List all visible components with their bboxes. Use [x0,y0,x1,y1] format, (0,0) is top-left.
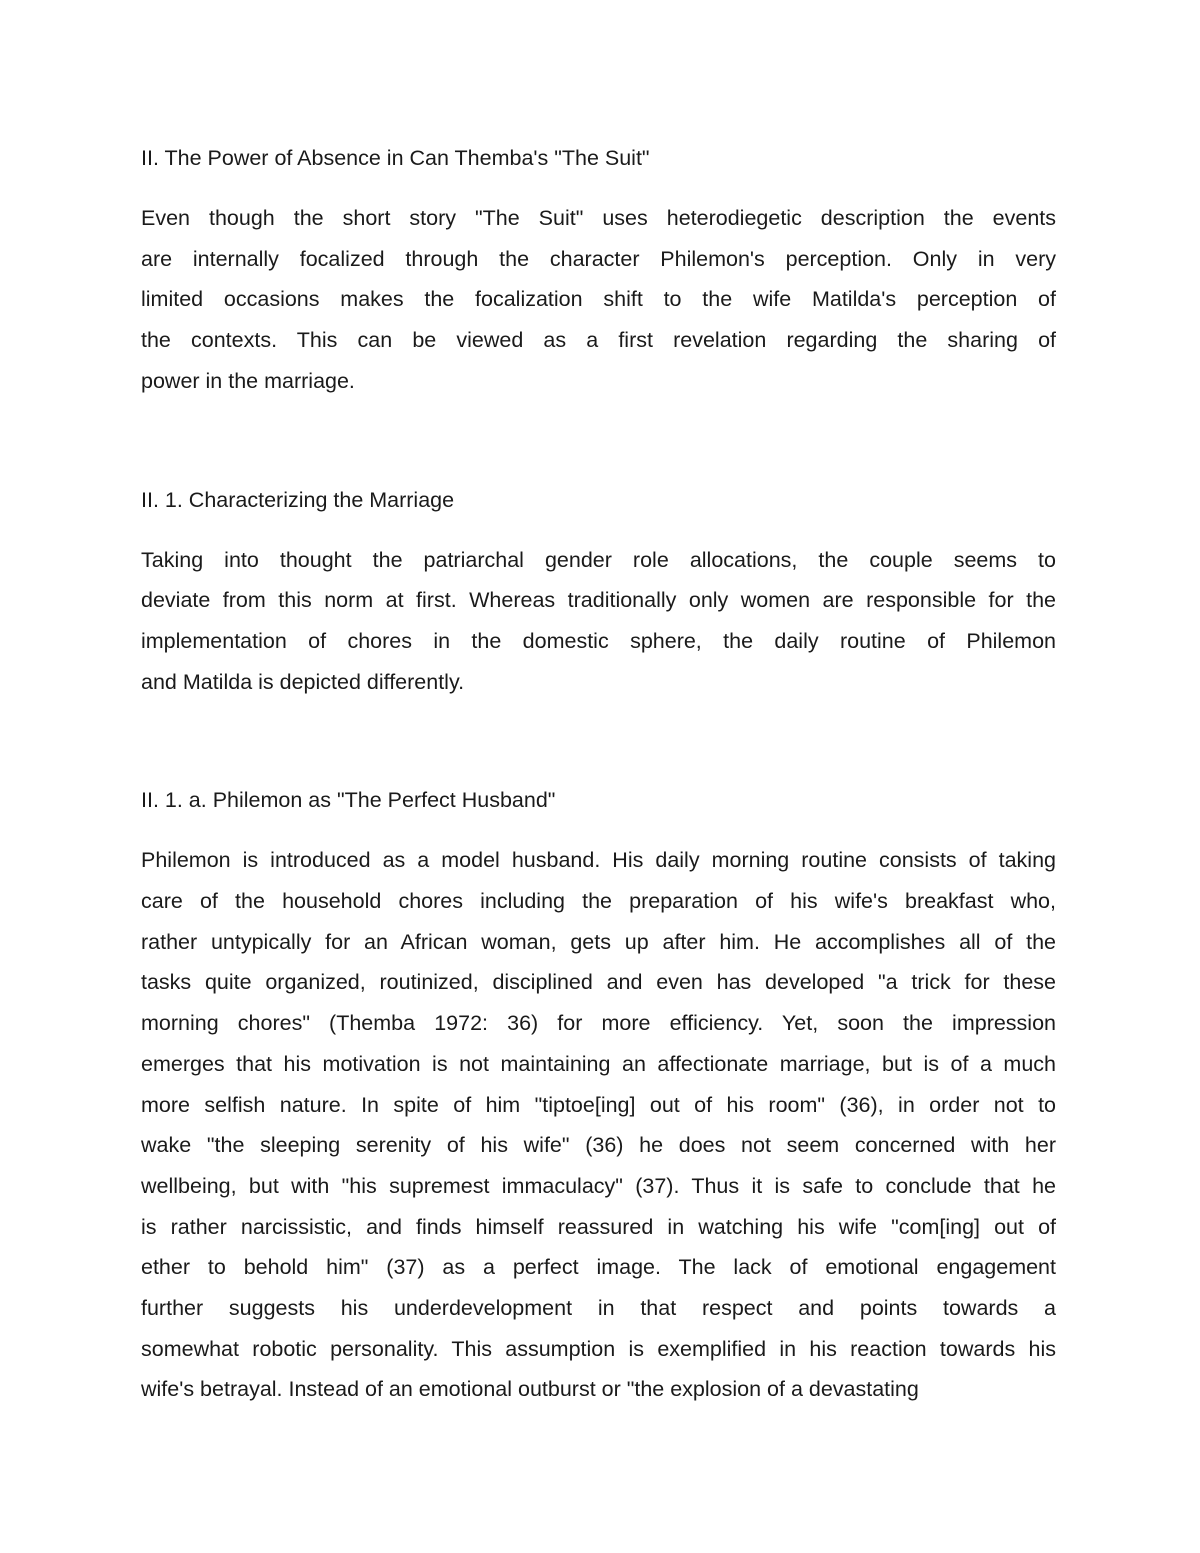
section-heading-perfect-husband: II. 1. a. Philemon as "The Perfect Husband" [141,788,556,813]
paragraph-line: emerges that his motivation is not maintaining an affectionate marriage, but is of a much [141,1051,1056,1076]
paragraph-line: deviate from this norm at first. Whereas traditionally only women are responsible for the [141,588,1056,613]
paragraph-line: are internally focalized through the character Philemon's perception. Only in very [141,246,1056,271]
paragraph-philemon [141,840,1056,1410]
paragraph-line: the contexts. This can be viewed as a first revelation regarding the sharing of [141,328,1056,353]
paragraph-line: ether to behold him" (37) as a perfect image. The lack of emotional engagement [141,1255,1056,1280]
paragraph-line: rather untypically for an African woman, gets up after him. He accomplishes all of the [141,929,1056,954]
paragraph-line: limited occasions makes the focalization shift to the wife Matilda's perception of [141,287,1056,312]
paragraph-focalization [141,198,1056,402]
paragraph-line: implementation of chores in the domestic sphere, the daily routine of Philemon [141,628,1056,653]
document-body [141,140,1056,1410]
section-heading-power-of-absence: II. The Power of Absence in Can Themba's "The Suit" [141,146,650,170]
paragraph-line: power in the marriage. [141,368,355,393]
paragraph-line: more selfish nature. In spite of him "tiptoe[ing] out of his room" (36), in order not to [141,1092,1056,1117]
paragraph-line: care of the household chores including the preparation of his wife's breakfast who, [141,889,1056,914]
section-heading-characterizing-marriage: II. 1. Characterizing the Marriage [141,487,455,512]
paragraph-line: tasks quite organized, routinized, disciplined and even has developed "a trick for these [141,970,1056,995]
paragraph-line: wife's betrayal. Instead of an emotional outburst or "the explosion of a devastating [141,1377,919,1402]
paragraph-line: wellbeing, but with "his supremest immaculacy" (37). Thus it is safe to conclude that he [141,1173,1056,1198]
paragraph-line: further suggests his underdevelopment in that respect and points towards a [141,1296,1056,1321]
paragraph-line: is rather narcissistic, and finds himself reassured in watching his wife "com[ing] out of [141,1214,1056,1239]
paragraph-line: Philemon is introduced as a model husband. His daily morning routine consists of taking [141,848,1056,873]
paragraph-line: somewhat robotic personality. This assumption is exemplified in his reaction towards his [141,1336,1056,1361]
paragraph-line: wake "the sleeping serenity of his wife" (36) he does not seem concerned with her [141,1133,1056,1158]
paragraph-line: Taking into thought the patriarchal gender role allocations, the couple seems to [141,547,1056,572]
paragraph-gender-roles [141,540,1056,703]
paragraph-line: and Matilda is depicted differently. [141,669,465,694]
paragraph-line: Even though the short story "The Suit" uses heterodiegetic description the events [141,206,1056,230]
paragraph-line: morning chores" (Themba 1972: 36) for more efficiency. Yet, soon the impression [141,1011,1056,1036]
